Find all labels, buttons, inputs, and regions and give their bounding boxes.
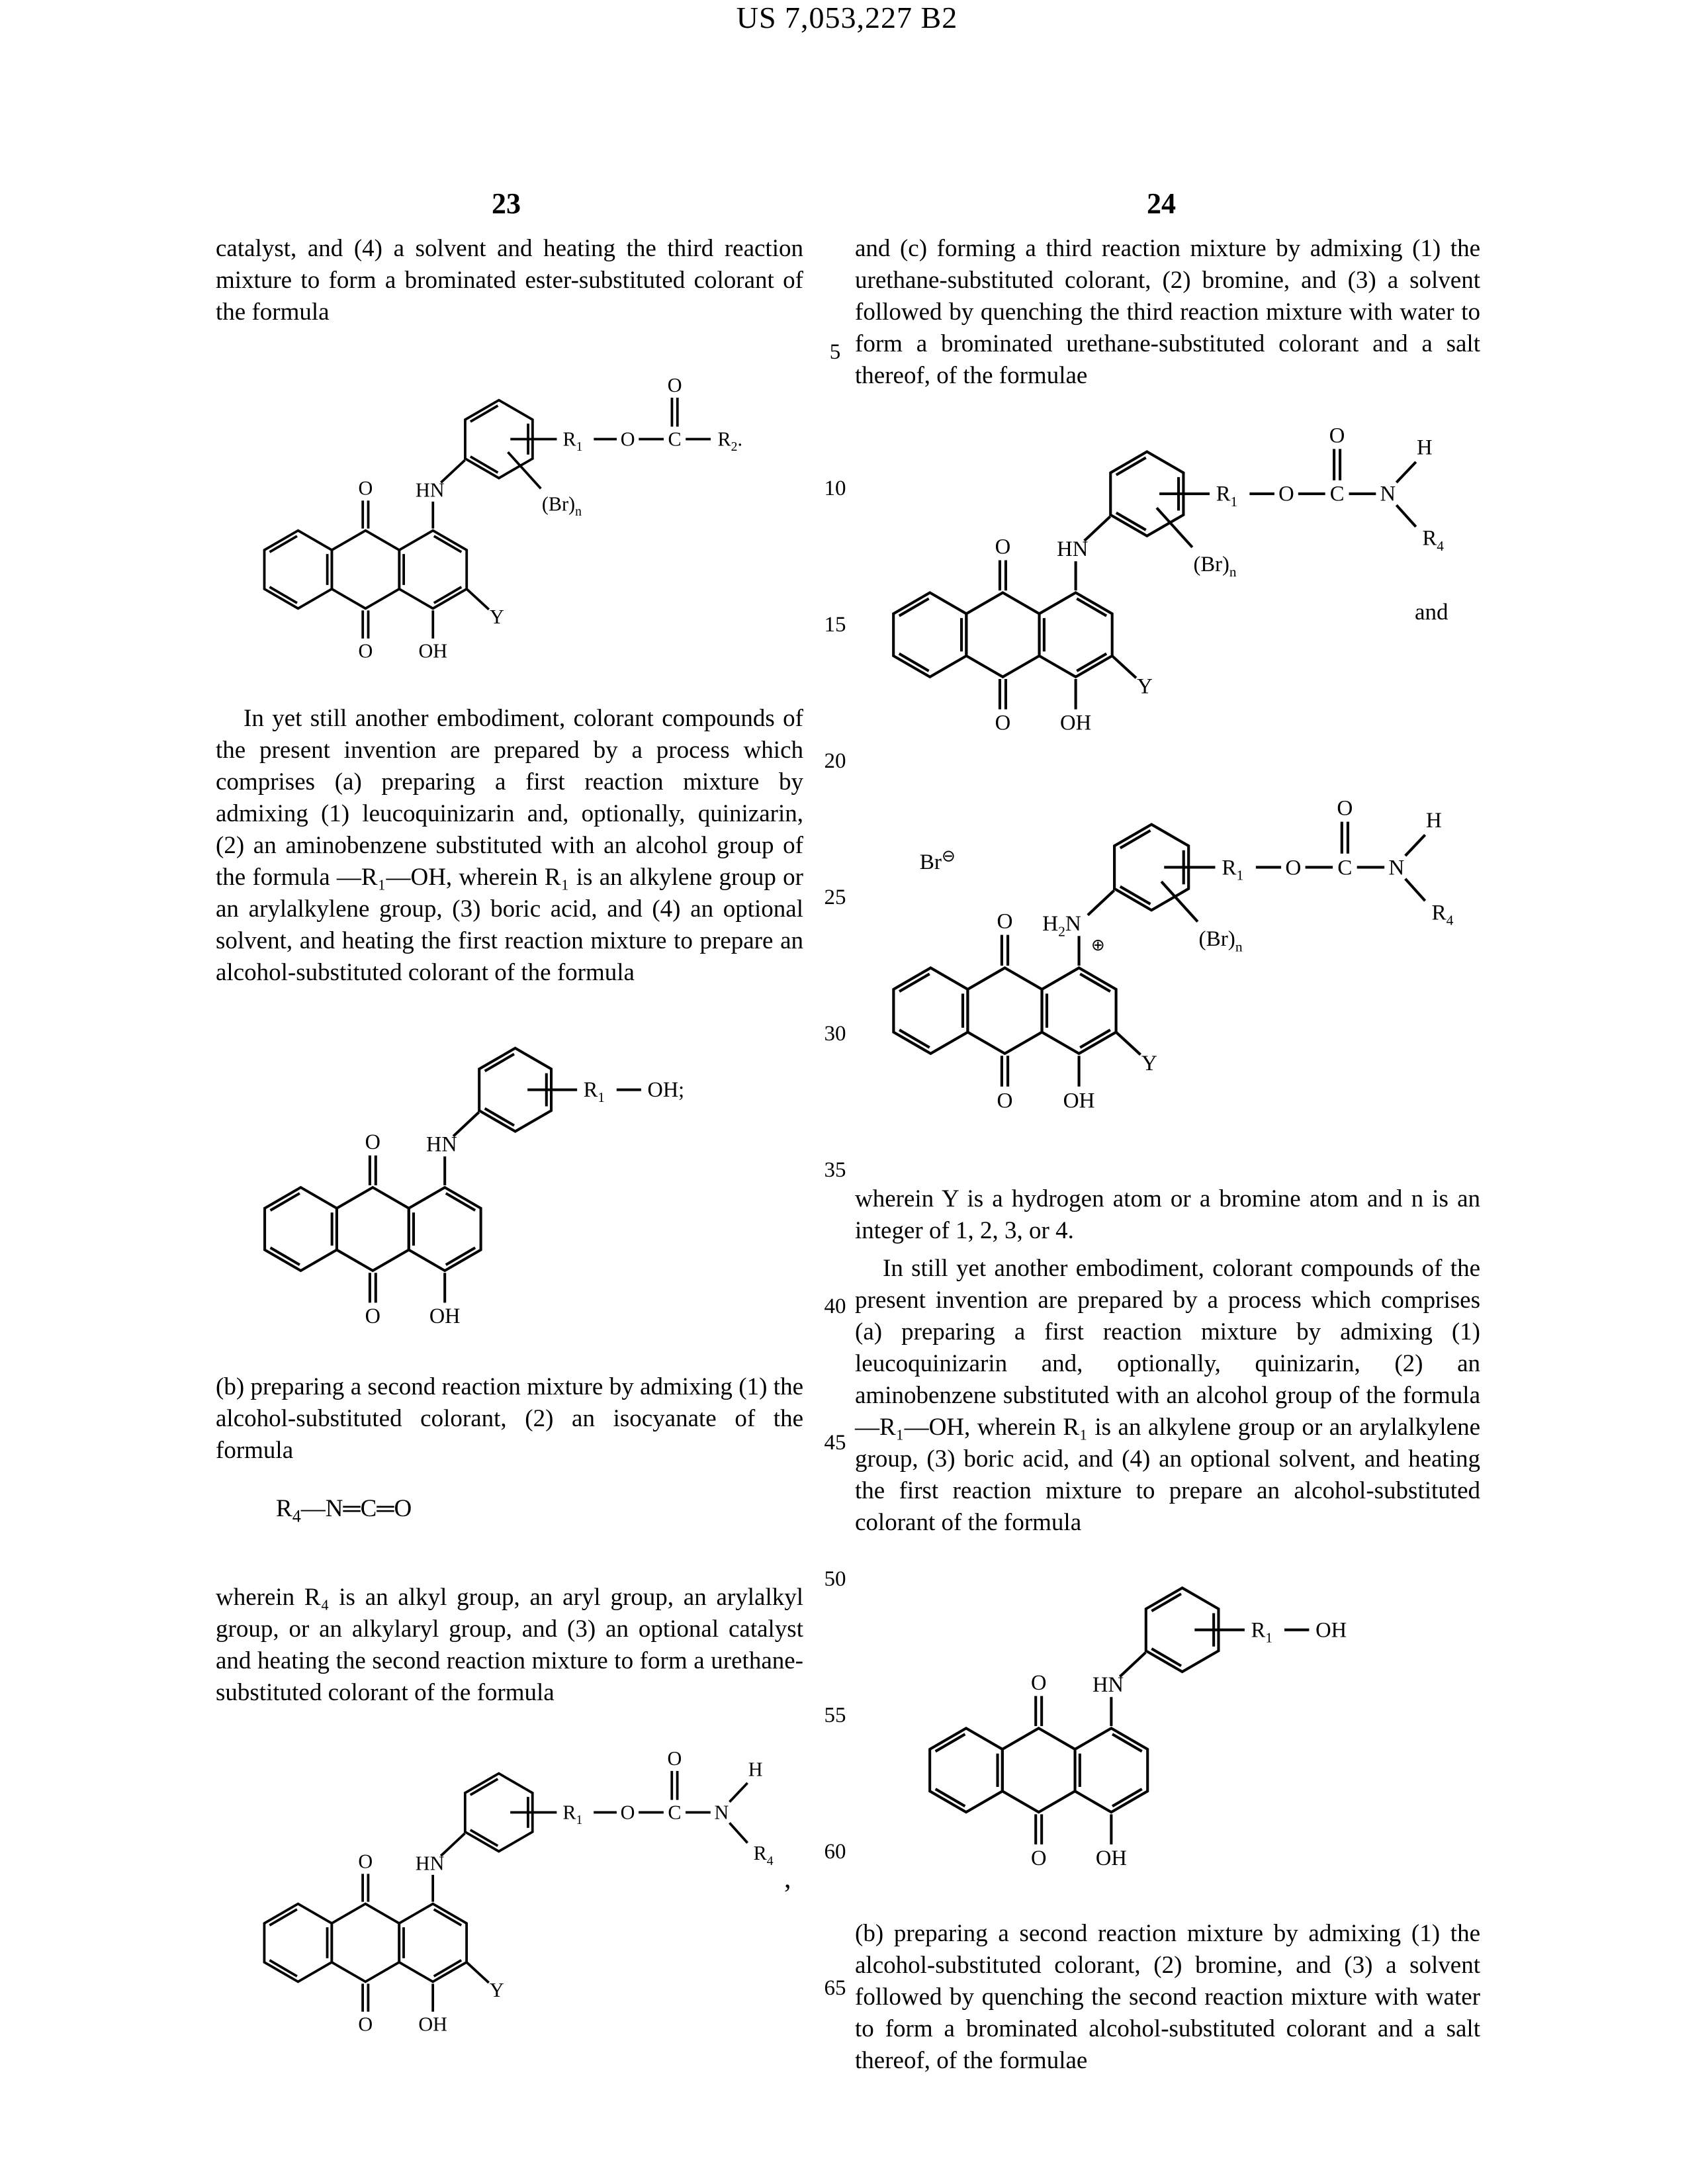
y-label: Y [489, 1979, 504, 2002]
r1-label: $R_1$ [1251, 1618, 1272, 1646]
left-paragraph-2: In yet still another embodiment, colorant compounds of the present invention are prepared by a process which comprises (a) preparing a first reaction mixture by admixing (1) leucoquinizarin and, optionally, quinizarin, (2) an aminobenzene substituted with an alcohol group of the formula —R₁—OH, wherein R₁ is an alkylene group or an arylalkylene group, (3) boric acid, and (4) an optional solvent, and heating the first reaction mixture to prepare an alcohol-substituted colorant of the formula [216, 705, 803, 986]
line-number-50: 50 [824, 1567, 846, 1591]
n-label: N [1380, 482, 1396, 506]
line-number-5: 5 [829, 340, 841, 364]
hn-label: HN [1057, 537, 1089, 561]
hn-label: HN [1092, 1673, 1124, 1698]
left-paragraph-1: catalyst, and (4) a solvent and heating the third reaction mixture to form a brominated ester-substituted colorant of the formula [216, 235, 803, 326]
r4-label: $R_4$ [1422, 526, 1444, 554]
h-label: H [1425, 807, 1442, 833]
c-label: C [668, 428, 682, 451]
line-number-10: 10 [824, 477, 846, 500]
o-ester-label: O [1285, 855, 1302, 880]
carbonyl-o-label: O [667, 1747, 682, 1770]
and-connector: and [1415, 599, 1449, 625]
line-number-45: 45 [824, 1431, 846, 1455]
oh-label: OH [1060, 711, 1092, 735]
oh-chain-label: OH; [647, 1077, 685, 1102]
o-top-label: O [365, 1130, 380, 1154]
br-n-label: $(Br)_n$ [541, 492, 582, 519]
br-n-label: $(Br)_n$ [1193, 552, 1237, 580]
line-number-65: 65 [824, 1976, 846, 2000]
o-ester-label: O [1278, 482, 1294, 506]
c-label: C [668, 1801, 682, 1824]
o-top-label: O [997, 909, 1013, 934]
o-bottom-label: O [1030, 1846, 1047, 1870]
hn-label: HN [415, 1852, 445, 1875]
n-label: N [714, 1801, 729, 1824]
left-paragraph-4: wherein R₄ is an alkyl group, an aryl group, an arylalkyl group, or an alkylaryl group, and (3) an optional catalyst and heating the second reaction mixture to form a urethane-substituted colorant of the formula [216, 1584, 803, 1706]
structure-ester-substituted-colorant [258, 361, 758, 670]
right-paragraph-2: wherein Y is a hydrogen atom or a bromine atom and n is an integer of 1, 2, 3, or 4. [855, 1185, 1480, 1244]
o-ester-label: O [620, 428, 635, 451]
left-paragraph-3: (b) preparing a second reaction mixture by admixing (1) the alcohol-substituted colorant, (2) an isocyanate of the formula [216, 1373, 803, 1464]
r1-label: $R_1$ [1216, 482, 1238, 510]
o-bottom-label: O [997, 1088, 1013, 1113]
c-label: C [1337, 855, 1353, 880]
bromide-anion-label: Br⊖ [919, 846, 956, 874]
carbonyl-o-label: O [1337, 796, 1353, 821]
o-top-label: O [1030, 1670, 1047, 1695]
oh-chain-label: OH [1315, 1618, 1347, 1643]
r4-label: $R_4$ [1431, 900, 1454, 929]
n-label: N [1388, 855, 1405, 880]
line-number-35: 35 [824, 1158, 846, 1182]
carbonyl-o-label: O [667, 373, 682, 396]
structure-urethane-substituted-colorant [258, 1734, 787, 2044]
h-label: H [748, 1758, 763, 1781]
structure-colorant-bromide-salt [887, 781, 1469, 1122]
column-number-right: 24 [1147, 187, 1176, 220]
structure-brominated-urethane-colorant [887, 409, 1459, 744]
column-number-left: 23 [492, 187, 521, 220]
carbonyl-o-label: O [1329, 424, 1345, 448]
o-bottom-label: O [995, 711, 1011, 735]
structure-alcohol-substituted-colorant [258, 1006, 685, 1337]
r2-label: $R_2$. [717, 428, 743, 454]
y-label: Y [1137, 674, 1153, 699]
structure-3-comma: , [784, 1864, 791, 1894]
r1-label: $R_1$ [562, 428, 583, 454]
y-label: Y [1141, 1050, 1157, 1075]
line-number-25: 25 [824, 886, 846, 909]
oh-label: OH [418, 639, 448, 662]
line-number-55: 55 [824, 1704, 846, 1727]
line-number-40: 40 [824, 1295, 846, 1318]
oh-label: OH [429, 1303, 461, 1328]
r1-label: $R_1$ [562, 1801, 583, 1827]
r4-label: $R_4$ [753, 1842, 774, 1868]
structure-alcohol-substituted-colorant-right [923, 1545, 1353, 1879]
right-paragraph-3: In still yet another embodiment, colorant compounds of the present invention are prepared by a process which comprises (a) preparing a first reaction mixture by admixing (1) leucoquinizarin and, optionally, quinizarin, (2) an aminobenzene substituted with an alcohol group of the formula —R₁—OH, wherein R₁ is an alkylene group or an arylalkylene group, (3) boric acid, and (4) an optional solvent, and heating the first reaction mixture to prepare an alcohol-substituted colorant of the formula [855, 1255, 1480, 1536]
r1-label: $R_1$ [1222, 855, 1244, 884]
right-paragraph-4: (b) preparing a second reaction mixture by admixing (1) the alcohol-substituted colorant, (2) bromine, and (3) a solvent followed by quenching the second reaction mixture with water to form a brominated alcohol-substituted colorant and a salt thereof, of the formulae [855, 1920, 1480, 2074]
o-bottom-label: O [358, 2013, 373, 2036]
line-number-15: 15 [824, 613, 846, 637]
right-paragraph-1: and (c) forming a third reaction mixture by admixing (1) the urethane-substituted colorant, (2) bromine, and (3) a solvent followed by quenching the third reaction mixture with water to form a brominated urethane-substituted colorant and a salt thereof, of the formulae [855, 235, 1480, 389]
patent-number-header: US 7,053,227 B2 [736, 1, 958, 34]
hn-label: HN [415, 478, 445, 502]
hn-label: HN [426, 1132, 457, 1156]
line-number-30: 30 [824, 1022, 846, 1046]
oh-label: OH [1063, 1088, 1095, 1113]
line-number-20: 20 [824, 749, 846, 773]
o-bottom-label: O [358, 639, 373, 662]
o-ester-label: O [620, 1801, 635, 1824]
r1-label: $R_1$ [583, 1077, 605, 1106]
h-label: H [1416, 435, 1433, 460]
oh-label: OH [418, 2013, 447, 2036]
isocyanate-formula: $R_4—N═C═O$ [276, 1495, 412, 1526]
h2n-label: $H_2N$ [1042, 911, 1081, 940]
plus-charge-label: ⊕ [1091, 934, 1105, 954]
line-number-60: 60 [824, 1840, 846, 1864]
br-n-label: $(Br)_n$ [1198, 927, 1243, 955]
o-top-label: O [995, 535, 1011, 559]
o-top-label: O [358, 1850, 373, 1873]
o-top-label: O [358, 477, 373, 500]
y-label: Y [489, 606, 504, 629]
c-label: C [1329, 482, 1345, 506]
o-bottom-label: O [365, 1303, 380, 1328]
oh-label: OH [1095, 1846, 1127, 1870]
